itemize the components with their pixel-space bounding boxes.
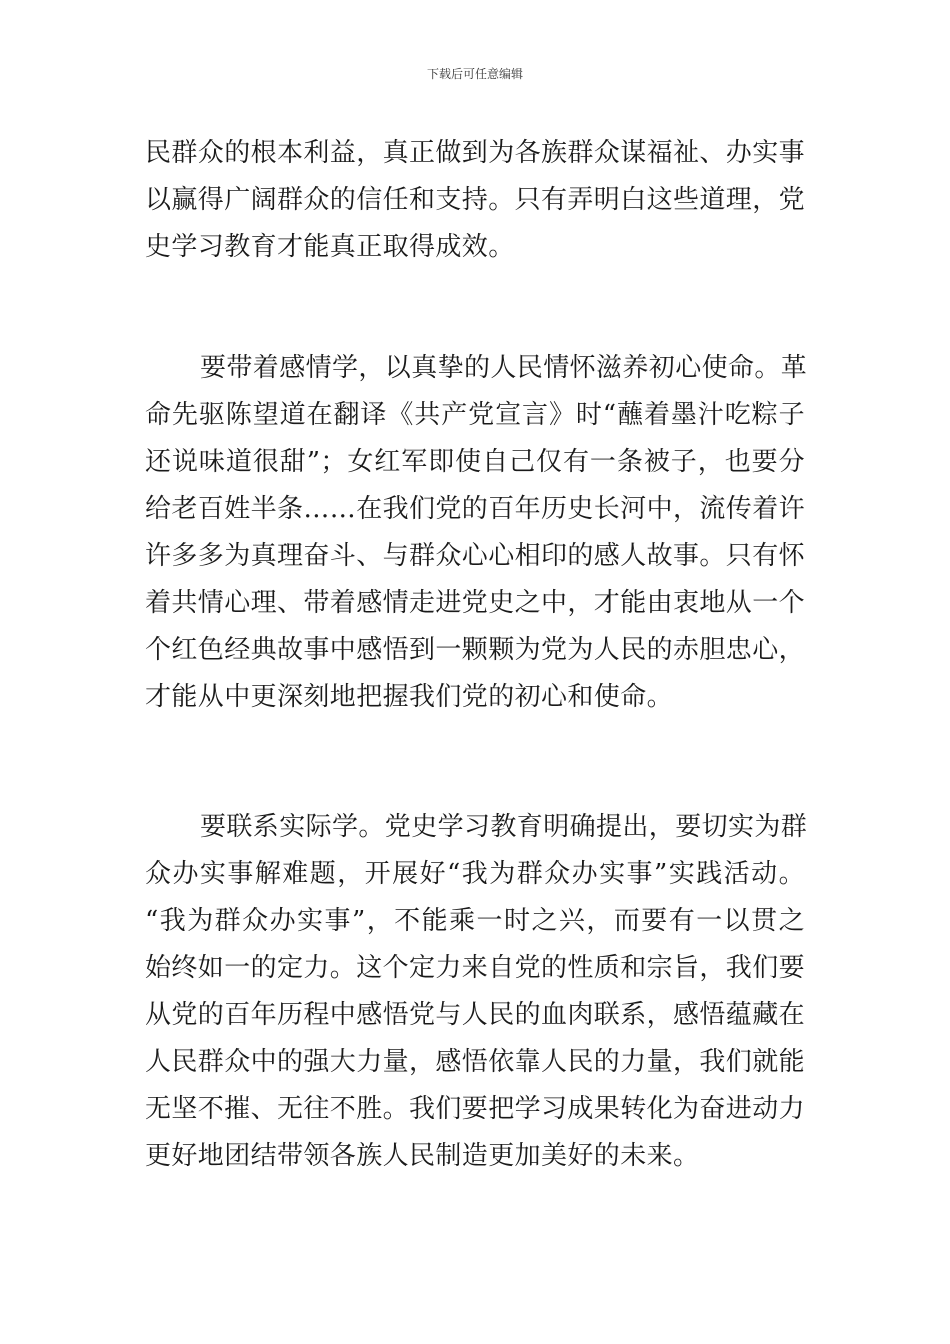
text-line: 要联系实际学。党史学习教育明确提出，要切实为群 [200, 812, 808, 842]
text-line: 给老百姓半条……在我们党的百年历史长河中，流传着许 [145, 494, 806, 524]
text-line: 着共情心理、带着感情走进党史之中，才能由衷地从一个 [145, 588, 806, 618]
paragraph-2 [145, 345, 808, 721]
text-line: 还说味道很甜”；女红军即使自己仅有一条被子，也要分 [145, 447, 805, 477]
text-line: 从党的百年历程中感悟党与人民的血肉联系，感悟蕴藏在 [145, 1000, 806, 1030]
text-line: 才能从中更深刻地把握我们党的初心和使命。 [145, 682, 674, 712]
text-line: 以赢得广阔群众的信任和支持。只有弄明白这些道理，党 [145, 185, 806, 215]
text-line: 始终如一的定力。这个定力来自党的性质和宗旨，我们要 [145, 953, 806, 983]
text-line: 众办实事解难题，开展好“我为群众办实事”实践活动。 [145, 859, 805, 889]
paragraph-spacer [145, 721, 805, 804]
text-line: 要带着感情学，以真挚的人民情怀滋养初心使命。革 [200, 353, 808, 383]
header-note: 下载后可任意编辑 [426, 67, 523, 81]
text-line: 民群众的根本利益，真正做到为各族群众谋福祉、办实事 [145, 138, 806, 168]
text-line: 人民群众中的强大力量，感悟依靠人民的力量，我们就能 [145, 1047, 806, 1077]
text-line: 命先驱陈望道在翻译《共产党宣言》时“蘸着墨汁吃粽子 [145, 400, 805, 430]
text-line: 史学习教育才能真正取得成效。 [145, 232, 515, 262]
text-line: 更好地团结带领各族人民制造更加美好的未来。 [145, 1141, 700, 1171]
text-line: 许多多为真理奋斗、与群众心心相印的感人故事。只有怀 [145, 541, 806, 571]
document-body [145, 130, 808, 1180]
text-line: 无坚不摧、无往不胜。我们要把学习成果转化为奋进动力 [145, 1094, 806, 1124]
text-line: 个红色经典故事中感悟到一颗颗为党为人民的赤胆忠心， [145, 635, 806, 665]
paragraph-3 [145, 804, 808, 1180]
paragraph-1 [145, 130, 805, 271]
text-line: “我为群众办实事”，不能乘一时之兴，而要有一以贯之 [145, 906, 805, 936]
paragraph-spacer [145, 271, 805, 345]
